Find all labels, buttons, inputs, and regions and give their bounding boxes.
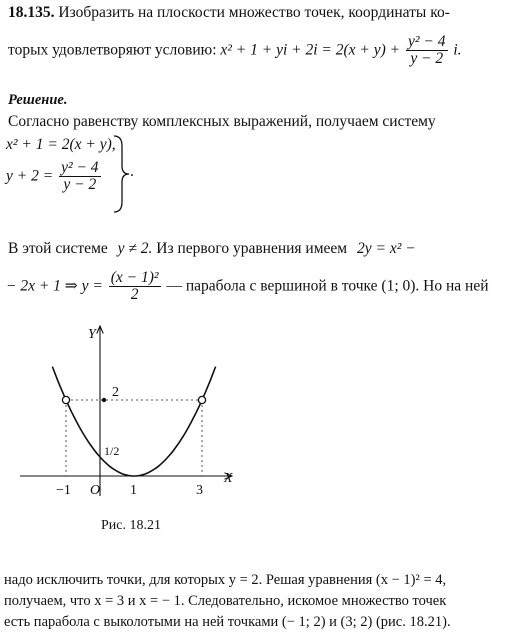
para2-condition: y ≠ 2.	[117, 240, 153, 257]
problem-line-1	[8, 4, 450, 22]
x-tick-label-1: 1	[130, 483, 137, 498]
figure-caption: Рис. 18.21	[101, 518, 161, 533]
system-eq-1: x² + 1 = 2(x + y),	[6, 136, 116, 153]
y-tick-label-2: 2	[112, 385, 119, 400]
para2-frac-num: (x − 1)²	[110, 269, 159, 286]
para2-tail: — парабола с вершиной в точке (1; 0). Но на ней	[166, 277, 489, 295]
x-axis-label: X	[224, 471, 233, 486]
conclusion-line-3: есть парабола с выколотыми на ней точками (− 1; 2) и (3; 2) (рис. 18.21).	[4, 614, 451, 630]
parabola-figure	[0, 320, 260, 510]
para2-derivation: − 2x + 1 ⇒ y =	[6, 277, 103, 295]
condition-frac-den: y − 2	[410, 50, 444, 68]
x-tick-label-m1: −1	[56, 483, 71, 498]
x-tick-label-3: 3	[196, 483, 203, 498]
para2-text-b: Из первого уравнения имеем	[156, 240, 348, 257]
para2-line-2	[6, 270, 489, 304]
system-eq-2-fraction	[59, 160, 101, 194]
excluded-point-1	[62, 396, 69, 403]
condition-frac-num: y² − 4	[408, 33, 446, 50]
problem-number: 18.135.	[8, 4, 55, 21]
parabola-curve	[52, 367, 215, 476]
para2-fraction	[109, 270, 161, 304]
system-eq-2	[6, 160, 103, 194]
origin-label: O	[90, 483, 101, 498]
y-tick-label-half: 1/2	[104, 444, 120, 458]
problem-text-1: Изобразить на плоскости множество точек, координаты ко-	[58, 4, 450, 21]
para2-frac-den: 2	[130, 286, 139, 304]
condition-tail: i.	[453, 41, 462, 59]
condition-fraction	[406, 34, 448, 68]
system-eq-2-den: y − 2	[63, 176, 97, 194]
problem-text-2: торых удовлетворяют условию:	[8, 41, 217, 59]
problem-line-2	[8, 34, 462, 68]
excluded-point-2	[198, 396, 205, 403]
solution-heading: Решение.	[8, 92, 68, 108]
system-eq-2-num: y² − 4	[61, 159, 99, 176]
conclusion-line-1: надо исключить точки, для которых y = 2. Решая уравнения (x − 1)² = 4,	[4, 572, 447, 588]
para2-equation: 2y = x² −	[356, 240, 416, 257]
conclusion-line-2: получаем, что x = 3 и x = − 1. Следовательно, искомое множество точек	[4, 593, 447, 609]
y-axis-label: Y	[88, 327, 96, 342]
para2-line-1	[8, 240, 416, 258]
para2-text-a: В этой системе	[8, 240, 108, 257]
solution-intro: Согласно равенству комплексных выражений, получаем систему	[8, 113, 436, 130]
marked-point-1	[102, 398, 106, 402]
system-eq-2-lhs: y + 2 =	[6, 167, 54, 185]
condition-lhs: x² + 1 + yi + 2i = 2(x + y) +	[220, 41, 401, 59]
system-end: .	[130, 163, 134, 180]
system-brace	[110, 134, 140, 214]
